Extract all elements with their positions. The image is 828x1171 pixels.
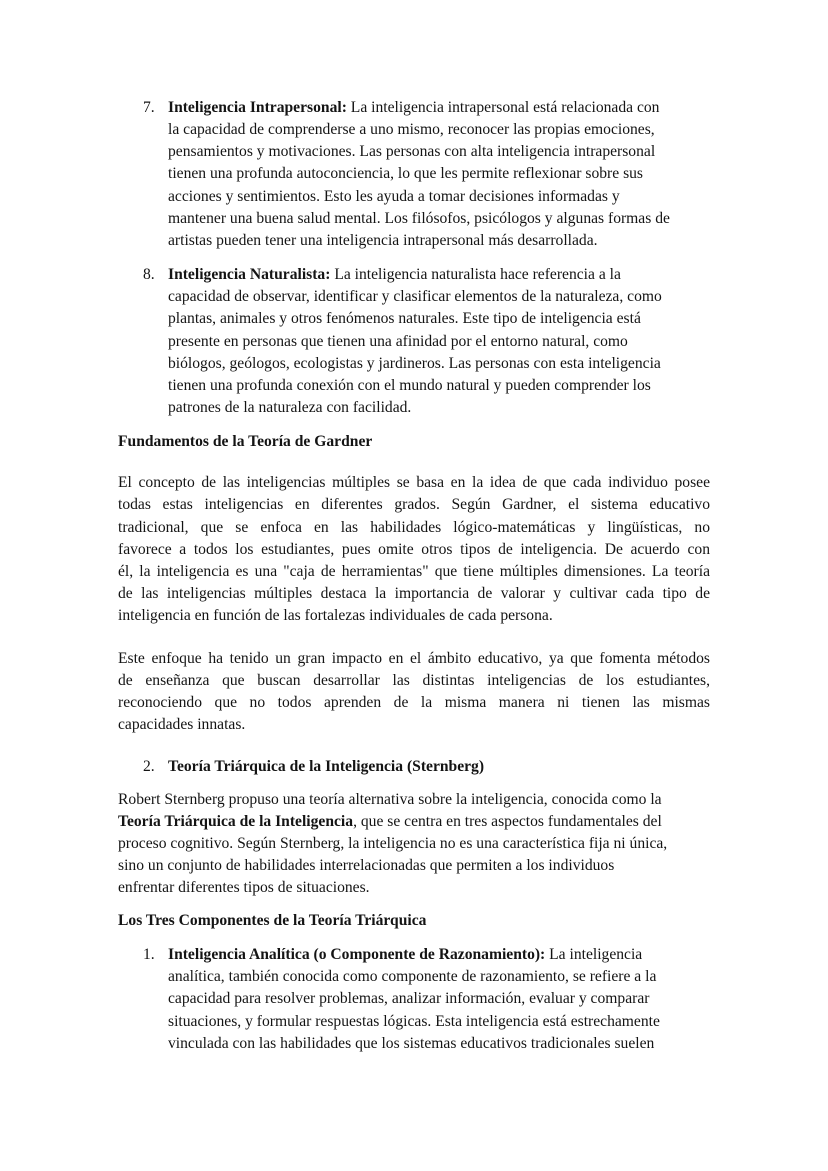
list-item-line: mantener una buena salud mental. Los filósofos, psicólogos y algunas formas de	[168, 210, 670, 227]
paragraph-line: tradicional, que se enfoca en las habilidades lógico-matemáticas y lingüísticas, no	[118, 519, 710, 536]
list-item-title: Inteligencia Intrapersonal:	[168, 99, 347, 116]
list-item-line: vinculada con las habilidades que los sistemas educativos tradicionales suelen	[168, 1035, 655, 1052]
paragraph-line: El concepto de las inteligencias múltiples se basa en la idea de que cada individuo posee	[118, 474, 710, 491]
paragraph-line: reconociendo que no todos aprenden de la misma manera ni tienen las mismas	[118, 694, 710, 711]
list-item-line	[168, 944, 642, 966]
list-item-line: artistas pueden tener una inteligencia intrapersonal más desarrollada.	[168, 232, 598, 249]
list-item-line: tienen una profunda conexión con el mundo natural y pueden comprender los	[168, 377, 651, 394]
list-item-line: patrones de la naturaleza con facilidad.	[168, 399, 412, 416]
text: La inteligencia	[545, 946, 643, 963]
list-item-line: tienen una profunda autoconciencia, lo que les permite reflexionar sobre sus	[168, 165, 644, 182]
paragraph-line: capacidades innatas.	[118, 716, 246, 733]
text: La inteligencia intrapersonal está relacionada con	[346, 99, 660, 116]
paragraph-line: inteligencia en función de las fortalezas individuales de cada persona.	[118, 607, 553, 624]
section-heading-componentes: Los Tres Componentes de la Teoría Triárquica	[118, 912, 427, 929]
list-item-line: capacidad de observar, identificar y clasificar elementos de la naturaleza, como	[168, 288, 662, 305]
list-item-title: Inteligencia Naturalista:	[168, 266, 331, 283]
list-number: 7.	[143, 99, 155, 116]
list-item-line: capacidad para resolver problemas, analizar información, evaluar y comparar	[168, 990, 650, 1007]
paragraph-line: proceso cognitivo. Según Sternberg, la inteligencia no es una característica fija ni única,	[118, 835, 668, 852]
bold-term: Teoría Triárquica de la Inteligencia	[118, 813, 354, 830]
paragraph-line: favorece a todos los estudiantes, pues omite otros tipos de inteligencia. De acuerdo con	[118, 541, 710, 558]
section-title: Teoría Triárquica de la Inteligencia (Sternberg)	[168, 758, 485, 775]
paragraph-line: él, la inteligencia es una "caja de herramientas" que tiene múltiples dimensiones. La teoría	[118, 563, 710, 580]
list-item-line	[168, 264, 621, 286]
text: La inteligencia naturalista hace referencia a la	[330, 266, 621, 283]
list-number: 8.	[143, 266, 155, 283]
list-item-line: biólogos, geólogos, ecologistas y jardineros. Las personas con esta inteligencia	[168, 355, 661, 372]
list-item-line: pensamientos y motivaciones. Las personas con alta inteligencia intrapersonal	[168, 143, 656, 160]
text: , que se centra en tres aspectos fundamentales del	[353, 813, 662, 830]
list-item-line: situaciones, y formular respuestas lógicas. Esta inteligencia está estrechamente	[168, 1013, 660, 1030]
list-item-line: la capacidad de comprenderse a uno mismo, reconocer las propias emociones,	[168, 121, 655, 138]
list-item-title: Inteligencia Analítica (o Componente de Razonamiento):	[168, 946, 546, 963]
section-number: 2.	[143, 758, 155, 775]
list-item-line	[168, 97, 659, 119]
paragraph-line: de las inteligencias múltiples destaca la importancia de valorar y cultivar cada tipo de	[118, 585, 710, 602]
paragraph-line	[118, 811, 662, 833]
paragraph-line: Este enfoque ha tenido un gran impacto en el ámbito educativo, ya que fomenta métodos	[118, 650, 710, 667]
list-item-line: acciones y sentimientos. Esto les ayuda a tomar decisiones informadas y	[168, 188, 620, 205]
section-heading-fundamentos: Fundamentos de la Teoría de Gardner	[118, 433, 373, 450]
list-item-line: analítica, también conocida como componente de razonamiento, se refiere a la	[168, 968, 657, 985]
paragraph-line: enfrentar diferentes tipos de situaciones.	[118, 879, 370, 896]
paragraph-line: sino un conjunto de habilidades interrelacionadas que permiten a los individuos	[118, 857, 615, 874]
paragraph-line: todas estas inteligencias en diferentes grados. Según Gardner, el sistema educativo	[118, 496, 710, 513]
paragraph-line: de enseñanza que buscan desarrollar las distintas inteligencias de los estudiantes,	[118, 672, 710, 689]
list-item-line: plantas, animales y otros fenómenos naturales. Este tipo de inteligencia está	[168, 310, 641, 327]
paragraph-line: Robert Sternberg propuso una teoría alternativa sobre la inteligencia, conocida como la	[118, 791, 662, 808]
list-item-line: presente en personas que tienen una afinidad por el entorno natural, como	[168, 333, 628, 350]
list-number: 1.	[143, 946, 155, 963]
